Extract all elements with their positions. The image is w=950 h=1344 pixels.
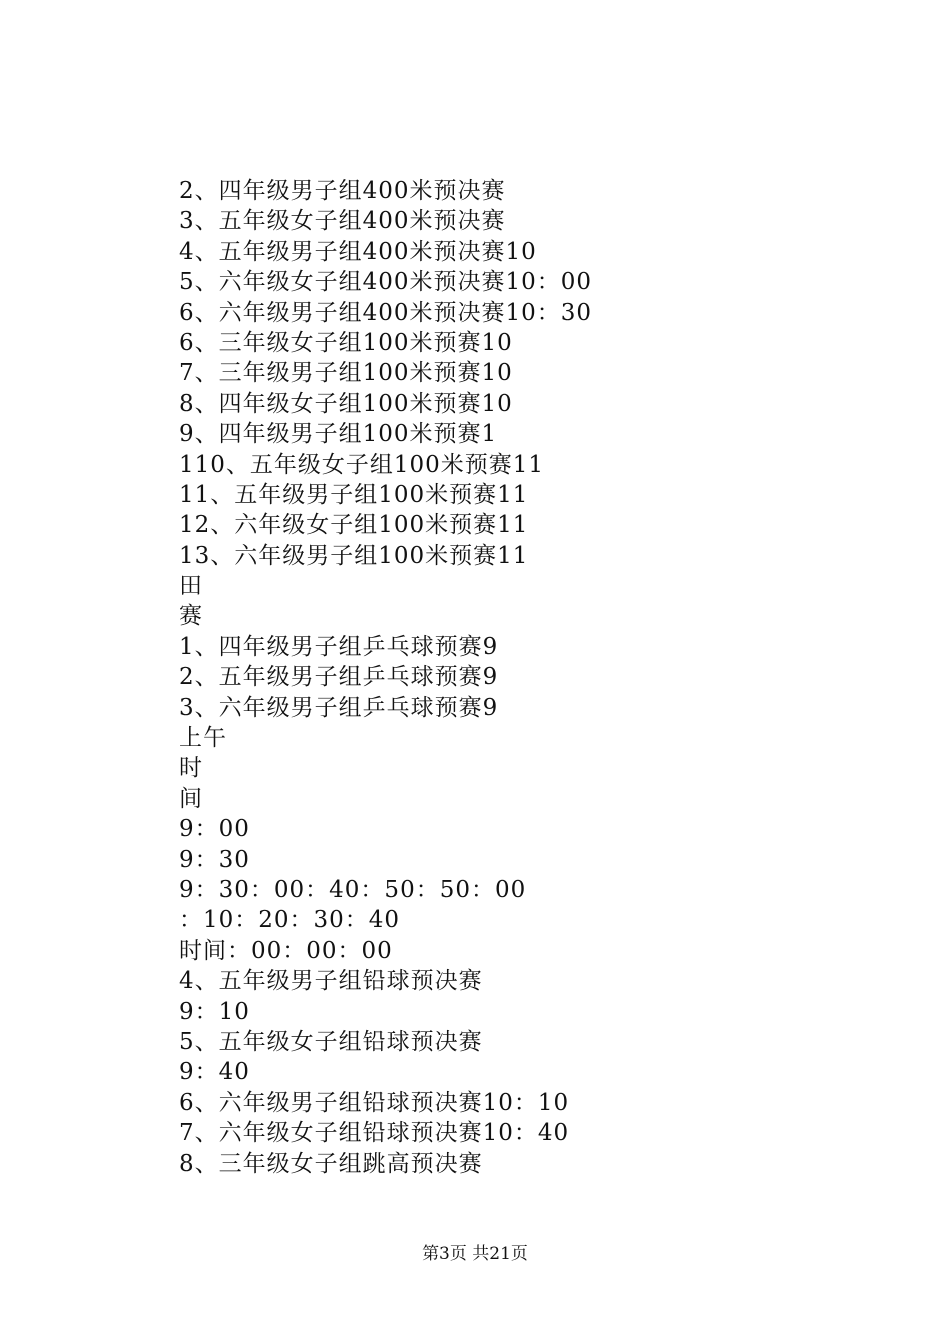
text-line: 7、六年级女子组铅球预决赛10：40 [179, 1120, 570, 1147]
text-line: 2、五年级男子组乒乓球预赛9 [179, 664, 499, 691]
text-line: 12、六年级女子组100米预赛11 [179, 512, 529, 539]
page-number-label: 第3页 共21页 [422, 1244, 528, 1264]
text-line: 4、五年级男子组铅球预决赛 [179, 968, 483, 995]
text-line: 7、三年级男子组100米预赛10 [179, 360, 513, 387]
text-line: 上午 [179, 725, 227, 752]
text-line: 6、六年级男子组400米预决赛10：30 [179, 299, 593, 326]
text-line: 9：40 [179, 1059, 250, 1086]
text-line: 9：30 [179, 846, 250, 873]
text-line: 110、五年级女子组100米预赛11 [179, 451, 545, 478]
text-line: 13、六年级男子组100米预赛11 [179, 542, 529, 569]
text-line: 6、六年级男子组铅球预决赛10：10 [179, 1089, 570, 1116]
text-line: 田 [179, 573, 203, 600]
text-line: 4、五年级男子组400米预决赛10 [179, 238, 537, 265]
text-line: 1、四年级男子组乒乓球预赛9 [179, 633, 499, 660]
text-line: 5、五年级女子组铅球预决赛 [179, 1028, 483, 1055]
text-line: 3、六年级男子组乒乓球预赛9 [179, 694, 499, 721]
text-line: 5、六年级女子组400米预决赛10：00 [179, 269, 593, 296]
schedule-text [179, 176, 879, 1179]
text-line: 11、五年级男子组100米预赛11 [179, 481, 529, 508]
text-line: 赛 [179, 603, 203, 630]
text-line: 2、四年级男子组400米预决赛 [179, 178, 506, 204]
text-line: 3、五年级女子组400米预决赛 [179, 208, 506, 235]
text-line: 9：10 [179, 998, 250, 1025]
text-line: 9：00 [179, 816, 250, 843]
text-line: 8、四年级女子组100米预赛10 [179, 390, 513, 417]
text-line: 9：30：00：40：50：50：00 [179, 876, 527, 903]
text-line: 8、三年级女子组跳高预决赛 [179, 1150, 483, 1177]
text-line: 间 [179, 785, 203, 812]
text-line: 时 [179, 755, 203, 782]
text-line: 9、四年级男子组100米预赛1 [179, 421, 498, 448]
text-line: 时间：00：00：00 [179, 937, 393, 964]
text-line: ：10：20：30：40 [179, 907, 401, 934]
page-footer [0, 1242, 950, 1266]
text-line: 6、三年级女子组100米预赛10 [179, 329, 513, 356]
